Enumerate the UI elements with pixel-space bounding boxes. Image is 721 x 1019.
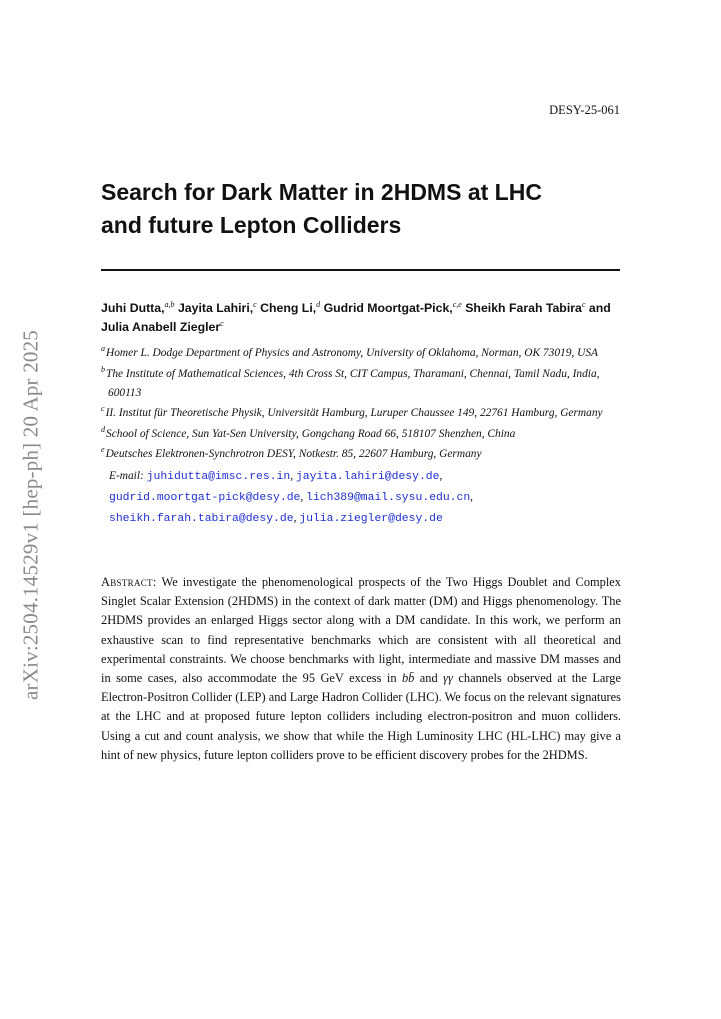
title-line-1: Search for Dark Matter in 2HDMS at LHC bbox=[101, 179, 542, 205]
author: Cheng Li,$^d$ bbox=[260, 299, 321, 315]
arxiv-side-stamp: arXiv:2504.14529v1 [hep-ph] 20 Apr 2025 bbox=[18, 330, 43, 700]
title-line-2: and future Lepton Colliders bbox=[101, 212, 402, 238]
email-link[interactable]: julia.ziegler@desy.de bbox=[299, 512, 443, 525]
author: and Julia Anabell Ziegler$^c$ bbox=[101, 301, 611, 334]
paper-title bbox=[101, 176, 621, 242]
email-link[interactable]: sheikh.farah.tabira@desy.de bbox=[109, 512, 294, 525]
email-link[interactable]: gudrid.moortgat-pick@desy.de bbox=[109, 491, 301, 504]
abstract-math-bb: bb̄ bbox=[401, 671, 415, 686]
email-label: E-mail: bbox=[109, 469, 144, 482]
abstract: Abstract: We investigate the phenomenological prospects of the Two Higgs Doublet and Complex Singlet Scalar Extension (2HDMS) in the context of dark matter (DM) and Higgs phenomenology. The 2HDMS provides an enlarged Higgs sector along with a DM candidate. In this work, we perform an exhaustive scan to find representative benchmarks which are consistent with all theoretical and experimental constraints. We choose benchmarks with light, intermediate and massive DM masses and in some cases, also accommodate the 95 GeV excess in bb̄ and γγ channels observed at the Large Electron-Positron Collider (LEP) and Large Hadron Collider (LHC). We focus on the relevant signatures at the LHC and at proposed future lepton colliders including electron-positron and muon colliders. Using a cut and count analysis, we show that while the High Luminosity LHC (HL-LHC) may give a hint of new physics, future lepton colliders prove to be efficient discovery probes for the 2HDMS. bbox=[101, 575, 621, 762]
affiliation-c: $^c$II. Institut für Theoretische Physik, Universität Hamburg, Luruper Chaussee 149, 22761 Hamburg, Germany bbox=[101, 404, 603, 419]
abstract-text-cont: channels observed at the Large Electron-Positron Collider (LEP) and Large Hadron Collider (LHC). We focus on the relevant signatures at the LHC and at proposed future lepton colliders including electron-positron and muon colliders. Using a cut and count analysis, we show that while the High Luminosity LHC (HL-LHC) may give a hint of new physics, future lepton colliders prove to be efficient discovery probes for the 2HDMS. bbox=[101, 671, 621, 762]
abstract-text: We investigate the phenomenological prospects of the Two Higgs Doublet and Complex Singlet Scalar Extension (2HDMS) in the context of dark matter (DM) and Higgs phenomenology. The 2HDMS provides an enlarged Higgs sector along with a DM candidate. In this work, we perform an exhaustive scan to find representative benchmarks which are consistent with all theoretical and experimental constraints. We choose benchmarks with light, intermediate and massive DM masses and in some cases, also accommodate the 95 GeV excess in bbox=[101, 575, 621, 686]
author: Juhi Dutta,$^{a,b}$ bbox=[101, 299, 175, 315]
author: Jayita Lahiri,$^c$ bbox=[177, 299, 257, 315]
author: Sheikh Farah Tabira$^c$ bbox=[465, 299, 586, 315]
affiliations bbox=[101, 344, 621, 529]
affiliation-b: $^b$The Institute of Mathematical Sciences, 4th Cross St, CIT Campus, Tharamani, Chennai, Tamil Nadu, India, 600113 bbox=[101, 364, 600, 399]
affiliation-d: $^d$School of Science, Sun Yat-Sen University, Gongchang Road 66, 518107 Shenzhen, China bbox=[101, 424, 516, 440]
report-number: DESY-25-061 bbox=[549, 103, 620, 117]
abstract-math-gammagamma: γγ bbox=[443, 671, 453, 686]
title-rule bbox=[101, 269, 620, 271]
author: Gudrid Moortgat-Pick,$^{c,e}$ bbox=[323, 299, 462, 315]
affiliation-a: $^a$Homer L. Dodge Department of Physics and Astronomy, University of Oklahoma, Norman, OK 73019, USA bbox=[101, 344, 598, 359]
author-list bbox=[101, 299, 621, 337]
email-link[interactable]: jayita.lahiri@desy.de bbox=[295, 470, 440, 483]
email-link[interactable]: lich389@mail.sysu.edu.cn bbox=[306, 491, 471, 504]
email-link[interactable]: juhidutta@imsc.res.in bbox=[146, 470, 291, 483]
abstract-heading: Abstract: bbox=[101, 575, 157, 589]
email-block: E-mail: juhidutta@imsc.res.in, jayita.lahiri@desy.de, gudrid.moortgat-pick@desy.de, lich389@mail.sysu.edu.cn, sheikh.farah.tabira@desy.de, julia.ziegler@desy.de bbox=[109, 469, 474, 525]
affiliation-e: $^e$Deutsches Elektronen-Synchrotron DESY, Notkestr. 85, 22607 Hamburg, Germany bbox=[101, 445, 482, 460]
